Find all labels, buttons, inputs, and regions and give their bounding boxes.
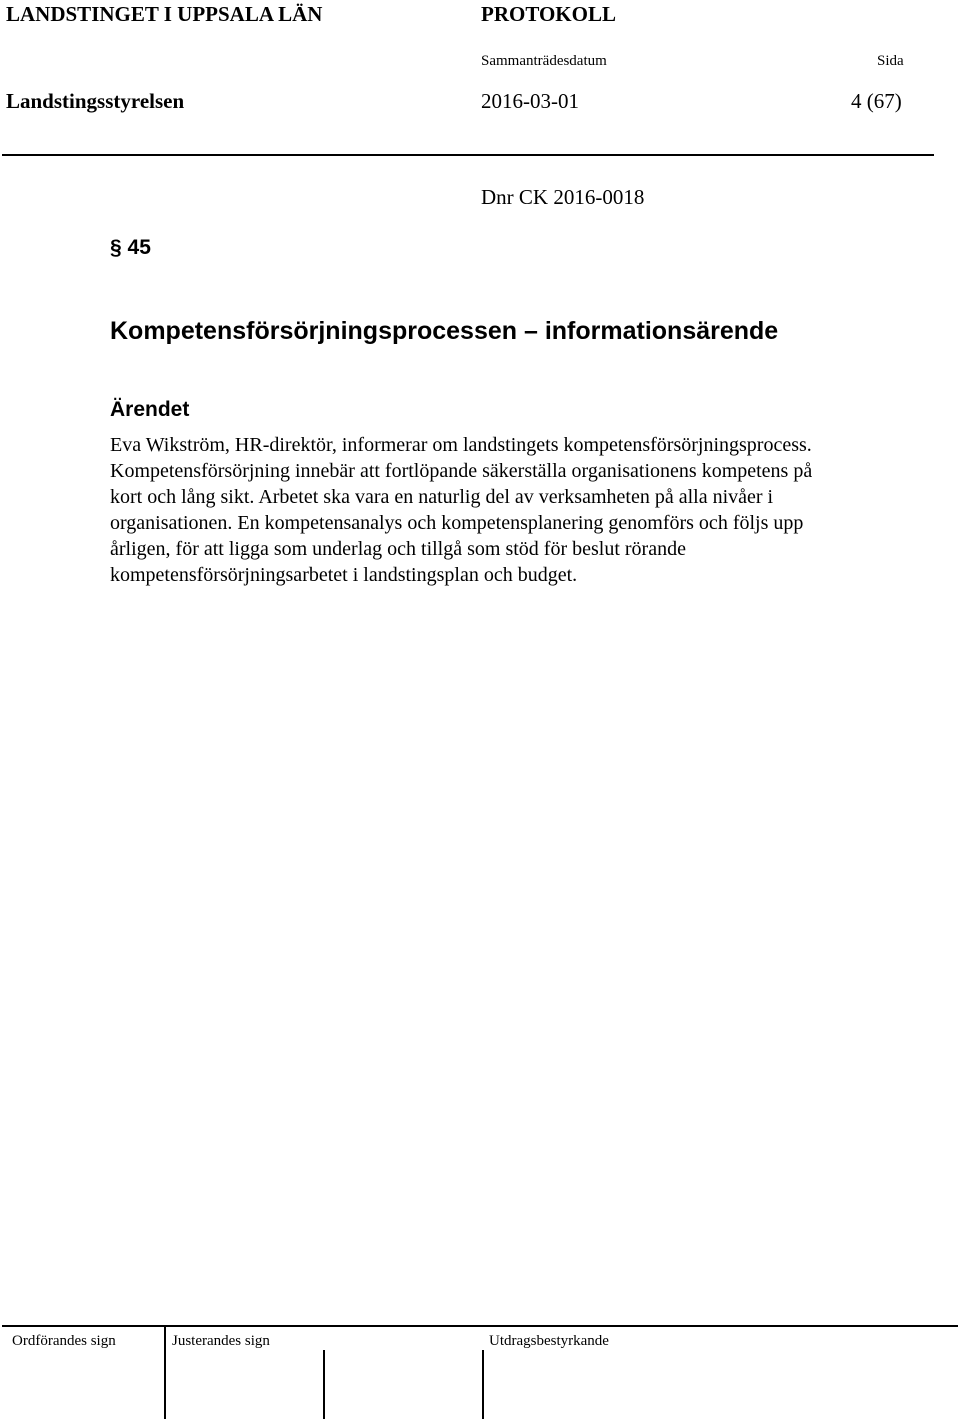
- header-divider: [2, 154, 934, 156]
- section-heading: Ärendet: [110, 398, 190, 421]
- paragraph-number: § 45: [110, 236, 151, 259]
- signature-box-divider: [482, 1350, 484, 1419]
- document-type: PROTOKOLL: [481, 2, 616, 26]
- page-label: Sida: [877, 53, 904, 69]
- meeting-date-label: Sammanträdesdatum: [481, 53, 607, 69]
- organization-name: LANDSTINGET I UPPSALA LÄN: [6, 2, 323, 26]
- committee-name: Landstingsstyrelsen: [6, 89, 185, 113]
- signature-box-divider: [164, 1325, 166, 1419]
- case-body-text: [110, 432, 910, 588]
- footer-divider: [2, 1325, 958, 1327]
- case-title: Kompetensförsörjningsprocessen – informationsärende: [110, 317, 779, 345]
- page-number: 4 (67): [851, 89, 902, 113]
- signature-box-divider: [323, 1350, 325, 1419]
- case-reference-number: Dnr CK 2016-0018: [481, 185, 645, 209]
- chair-signature-label: Ordförandes sign: [12, 1333, 116, 1349]
- adjuster-signature-label: Justerandes sign: [172, 1333, 270, 1349]
- meeting-date: 2016-03-01: [481, 89, 579, 113]
- body-line: kompetensförsörjningsarbetet i landstingsplan och budget.: [110, 564, 578, 586]
- body-line: årligen, för att ligga som underlag och tillgå som stöd för beslut rörande: [110, 538, 686, 560]
- body-line: kort och lång sikt. Arbetet ska vara en naturlig del av verksamheten på alla nivåer i: [110, 486, 774, 508]
- body-line: Kompetensförsörjning innebär att fortlöpande säkerställa organisationens kompetens på: [110, 460, 813, 482]
- body-line: organisationen. En kompetensanalys och kompetensplanering genomförs och följs upp: [110, 512, 804, 534]
- body-line: Eva Wikström, HR-direktör, informerar om landstingets kompetensförsörjningsprocess.: [110, 434, 812, 456]
- extract-certification-label: Utdragsbestyrkande: [489, 1333, 609, 1349]
